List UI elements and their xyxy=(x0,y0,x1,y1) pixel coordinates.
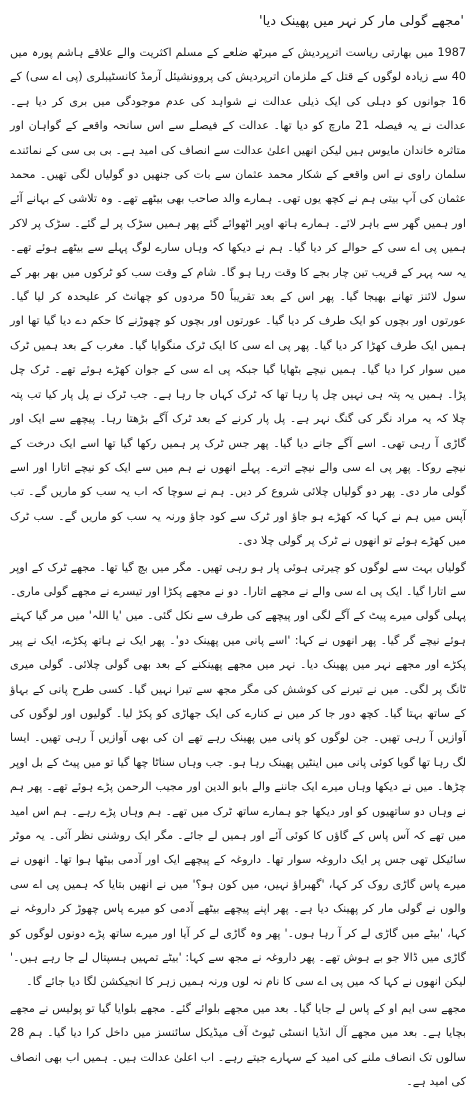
article-paragraph: مجھے سی ایم او کے پاس لے جایا گیا۔ بعد میں مجھے بلوائے گئے۔ مجھے بلوایا گیا تو پولیس نے مجھے بچایا ہے۔ بعد میں مجھے آل انڈیا انسٹی ٹیوٹ آف میڈیکل سائنسز میں داخل کرا دیا گیا۔ ہم 28 سالوں تک انصاف ملنے کی امید کے سہارے جیتے رہے۔ اب اعلیٰ عدالت ہیں۔ ہمیں اب بھی انصاف کی امید ہے۔ xyxy=(10,1001,466,1089)
article-title: 'مجھے گولی مار کر نہر میں پھینک دیا' xyxy=(259,14,464,29)
article-paragraph: گولیاں بہت سے لوگوں کو چیرتی ہوئی پار ہو رہی تھیں۔ مگر میں بچ گیا تھا۔ مجھے ٹرک کے اوپر سے اتارا گیا۔ ایک پی اے سی والے نے مجھے اتارا۔ دو نے مجھے پکڑا اور تیسرے نے مجھے گولی ماری۔ پہلی گولی میرے پیٹ کے آگے لگی اور پیچھے کی طرف سے نکل گئی۔ میں 'یا اللہ' میں مر گیا کہتے ہوئے نیچے گر گیا۔ پھر انھوں نے کہا: 'اسے پانی میں پھینک دو'۔ پھر ایک نے ہاتھ پکڑے، ایک نے پیر پکڑے اور مجھے نہر میں پھینک دیا۔ نہر میں مجھے پھینکنے کے بعد بھی گولی چلائی۔ گولی میری ٹانگ پر لگی۔ میں نے تیرنے کی کوشش کی مگر مجھ سے تیرا نہیں گیا۔ کسی طرح پانی کے بہاؤ کے ساتھ بہتا گیا۔ کچھ دور جا کر میں نے کنارے کی ایک جھاڑی کو پکڑ لیا۔ گولیوں اور لوگوں کی آوازیں آ رہی تھیں۔ جن لوگوں کو پانی میں پھینک رہے تھے ان کی بھی آوازیں آ رہی تھیں۔ ایسا لگ رہا تھا گویا کوئی پانی میں اینٹیں پھینک رہا ہو۔ جب وہاں سناٹا چھا گیا تو میں پیٹ کے بل اوپر چڑھا۔ میں نے دیکھا وہاں میرے ایک جاننے والے بابو الدین اور مجیب الرحمن پڑے ہوئے تھے۔ پھر ہم نے وہاں دو ساتھیوں کو اور دیکھا جو ہمارے ساتھ ٹرک میں تھے۔ ہم وہاں پڑے رہے۔ ہم اس امید میں تھے کہ آس پاس کے گاؤں کا کوئی آئے اور ہمیں لے جائے۔ مگر ایک روشنی نظر آئی۔ یہ موٹر سائیکل تھی جس پر ایک داروغہ سوار تھا۔ داروغہ کے پیچھے ایک اور آدمی بیٹھا ہوا تھا۔ انھوں نے میرے پاس گاڑی روک کر کہا، 'گھبراؤ نہیں، میں کون ہو؟' میں نے انھیں بتایا کہ ہمیں پی اے سی والوں نے گولی مار کر پھینک دیا ہے۔ پھر اپنے پیچھے بیٹھے آدمی کو میرے پاس چھوڑ کر داروغہ نے کہا، 'بیٹے میں گاڑی لے کر آ رہا ہوں۔' پھر وہ گاڑی لے کر آیا اور میرے ساتھ پڑے دونوں لوگوں کو گاڑی میں ڈالا جو بے ہوش تھے۔ پھر داروغہ نے مجھ سے کہا: 'بیٹے تمہیں ہسپتال لے جا رہے ہیں۔' لیکن انھوں نے کہا کہ میں پی اے سی کا نام نہ لوں ورنہ ہمیں زہر کا انجیکشن لگا دیا جائے گا۔ xyxy=(10,560,466,989)
article-body xyxy=(10,41,466,1094)
article-paragraph: 1987 میں بھارتی ریاست اترپردیش کے میرٹھ ضلعے کے مسلم اکثریت والے علاقے ہاشم پورہ میں 40 سے زیادہ لوگوں کے قتل کے ملزمان اترپردیش کی پروونشیئل آرمڈ کانسٹیبلری (پی اے سی) کے 16 جوانوں کو دہلی کی ایک ذیلی عدالت نے شواہد کی عدم موجودگی میں بری کر دیا ہے۔ عدالت نے یہ فیصلہ 21 مارچ کو دیا تھا۔ عدالت کے فیصلے سے اس سانحہ واقعے کے گواہان اور متاثرہ خاندان مایوس ہیں لیکن انھیں اعلیٰ عدالت سے انصاف کی امید ہے۔ بی بی سی کے نمائندے سلمان راوی نے اس واقعے کے شکار محمد عثمان سے بات کی جنھیں دو گولیاں لگی تھیں۔ محمد عثمان کی آپ بیتی ہم نے کچھ یوں تھی۔ ہمارے والد صاحب بھی بیٹھے تھے۔ وہ تلاشی کے بہانے آئے اور ہمیں گھر سے باہر لائے۔ ہمارے ہاتھ اوپر اٹھوائے گئے پھر ہمیں سڑک پر لے گئے۔ سڑک پر لاکر ہمیں پی اے سی کے حوالے کر دیا گیا۔ ہم نے دیکھا کہ وہاں سارے لوگ پہلے سے بیٹھے ہوئے تھے۔ یہ سہ پہر کے قریب تین چار بجے کا وقت رہا ہو گا۔ شام کے وقت سب کو ٹرکوں میں بھر بھر کے سول لائنز تھانے بھیجا گیا۔ پھر اس کے بعد تقریباً 50 مردوں کو چھانٹ کر علیحدہ کر لیا گیا۔ عورتوں اور بچوں کو ایک طرف کر دیا گیا۔ عورتوں اور بچوں کو چھوڑنے کا حکم دے دیا گیا تھا اور ہمیں ایک طرف کھڑا کر دیا گیا۔ پھر پی اے سی کا ایک ٹرک منگوایا گیا۔ مغرب کے بعد ہمیں ٹرک میں سوار کرا دیا گیا۔ ہمیں نیچے بٹھایا گیا جبکہ پی اے سی کے جوان کھڑے ہوئے تھے۔ ٹرک چل پڑا۔ ہمیں یہ پتہ ہی نہیں چل پا رہا تھا کہ ٹرک کہاں جا رہا ہے۔ جب ٹرک نے پل پار کیا تب پتہ چلا کہ یہ مراد نگر کی گنگ نہر ہے۔ پل پار کرنے کے بعد ٹرک آگے بڑھتا رہا۔ پیچھے سے ایک اور گاڑی آ رہی تھی۔ اسے آگے جانے دیا گیا۔ پھر جس ٹرک پر ہمیں رکھا گیا تھا اسے ایک درخت کے نیچے روکا۔ پھر پی اے سی والے نیچے اترے۔ پہلے انھوں نے ہم میں سے ایک کو نیچے اتارا اور اسے گولی مار دی۔ پھر دو گولیاں چلائی شروع کر دیں۔ ہم نے سوچا کہ اب یہ سب کو ماریں گے۔ تب آپس میں ہم نے کہا کہ کھڑے ہو جاؤ اور ٹرک سے کود جاؤ ورنہ یہ سب کو ماریں گے۔ سب ٹرک میں کھڑے ہوئے تو انھوں نے ٹرک پر گولی چلا دی۔ xyxy=(10,46,467,548)
